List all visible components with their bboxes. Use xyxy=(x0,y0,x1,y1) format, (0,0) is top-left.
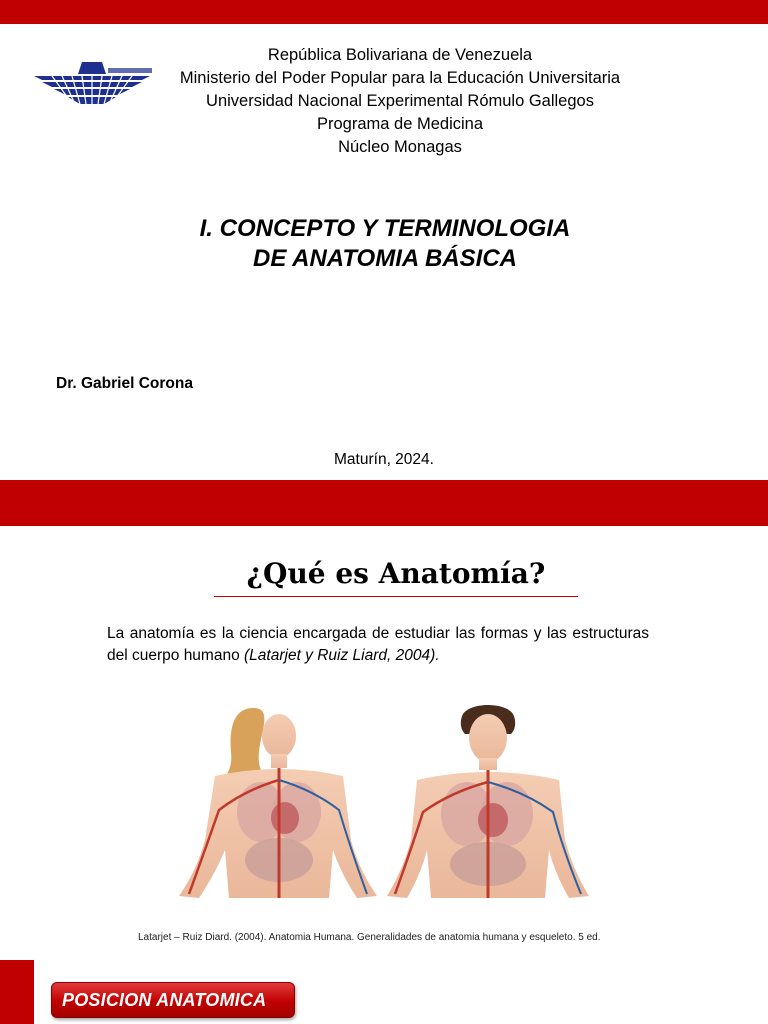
anatomy-illustration xyxy=(145,700,625,900)
institution-line: Ministerio del Poder Popular para la Educación Universitaria xyxy=(179,69,621,87)
title-line: DE ANATOMIA BÁSICA xyxy=(253,245,517,272)
female-figure xyxy=(179,708,377,898)
institution-line: Universidad Nacional Experimental Rómulo Gallegos xyxy=(206,92,594,110)
author-name: Dr. Gabriel Corona xyxy=(56,375,193,392)
title-line: I. CONCEPTO Y TERMINOLOGIA xyxy=(199,215,571,242)
male-figure xyxy=(387,705,589,898)
institution-line: Programa de Medicina xyxy=(317,115,483,133)
heading-underline xyxy=(214,596,578,597)
posicion-anatomica-banner xyxy=(51,982,295,1018)
slide-divider-bar xyxy=(0,480,768,526)
definition-paragraph xyxy=(107,623,649,667)
slide-heading: ¿Qué es Anatomía? xyxy=(246,557,546,590)
banner-label: POSICION ANATOMICA xyxy=(62,990,267,1010)
institution-header xyxy=(130,44,670,159)
place-date: Maturín, 2024. xyxy=(334,451,434,468)
presentation-title xyxy=(100,214,670,274)
institution-line: Núcleo Monagas xyxy=(338,138,462,156)
definition-citation: (Latarjet y Ruiz Liard, 2004). xyxy=(244,647,440,664)
definition-text: La anatomía es la ciencia encargada de estudiar las formas y las estructuras del cuerpo humano xyxy=(107,625,649,664)
top-red-bar xyxy=(0,0,768,24)
institution-line: República Bolivariana de Venezuela xyxy=(267,46,533,64)
side-red-bar xyxy=(0,960,34,1024)
bibliographic-reference: Latarjet – Ruiz Diard. (2004). Anatomia Humana. Generalidades de anatomia humana y esqueleto. 5 ed. xyxy=(138,932,601,943)
